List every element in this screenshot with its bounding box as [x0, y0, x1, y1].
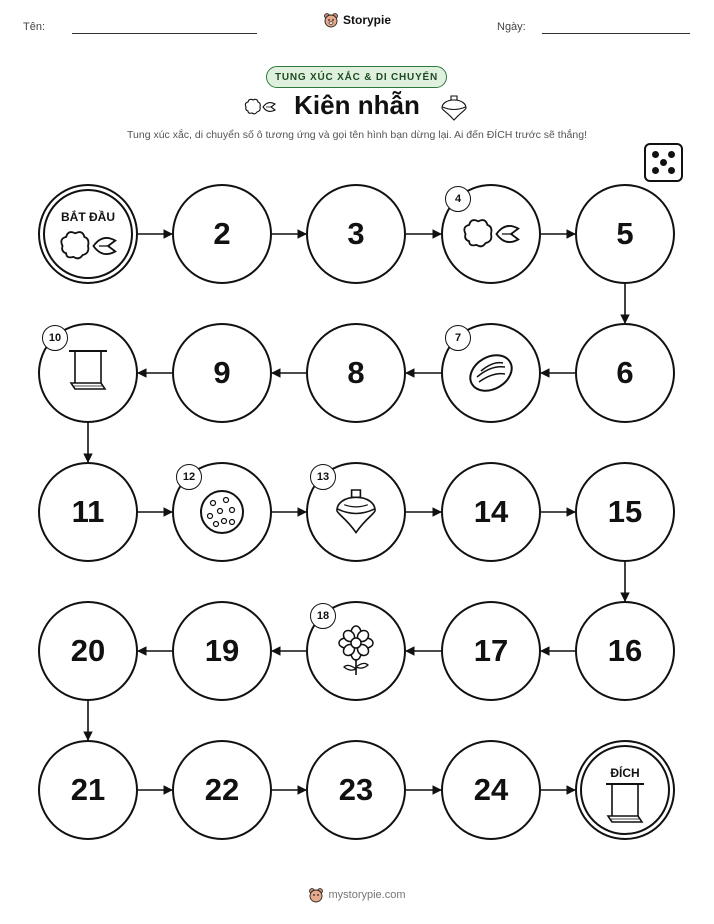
space-number: 8 — [347, 355, 365, 390]
brand-name: Storypie — [342, 13, 391, 27]
board-space-21 — [38, 740, 138, 840]
space-number-badge: 13 — [310, 464, 336, 490]
space-number-badge: 18 — [310, 603, 336, 629]
space-number: 2 — [213, 216, 231, 251]
date-label: Ngày: — [497, 21, 526, 33]
page-title: Kiên nhẫn — [294, 90, 420, 120]
board-space-6 — [575, 323, 675, 423]
board-space-3 — [306, 184, 406, 284]
space-number: 21 — [70, 772, 106, 807]
bear-logo-icon — [308, 887, 324, 903]
blowing-flower-icon — [57, 226, 119, 271]
swing-icon — [602, 782, 648, 835]
space-number: 23 — [338, 772, 374, 807]
board-space-16 — [575, 601, 675, 701]
board-space-24 — [441, 740, 541, 840]
board-space-5 — [575, 184, 675, 284]
flower-icon — [336, 625, 376, 682]
cookie-icon — [198, 488, 246, 541]
space-number: 11 — [71, 494, 105, 529]
space-number: 24 — [473, 772, 509, 807]
activity-tag: TUNG XÚC XẮC & DI CHUYỂN — [266, 66, 447, 88]
board-space-9 — [172, 323, 272, 423]
space-number: 6 — [616, 355, 634, 390]
space-number: 9 — [213, 355, 231, 390]
space-number: 14 — [473, 494, 509, 529]
space-number-badge: 4 — [445, 186, 471, 212]
board-space-19 — [172, 601, 272, 701]
board-space-2 — [172, 184, 272, 284]
finish-space — [575, 740, 675, 840]
space-number: 17 — [473, 633, 509, 668]
board-space-23 — [306, 740, 406, 840]
space-number: 15 — [607, 494, 643, 529]
space-number: 22 — [204, 772, 240, 807]
board-space-17 — [441, 601, 541, 701]
board-space-20 — [38, 601, 138, 701]
footer — [0, 887, 714, 903]
board-space-22 — [172, 740, 272, 840]
board-space-15 — [575, 462, 675, 562]
space-number-badge: 12 — [176, 464, 202, 490]
board-space-11 — [38, 462, 138, 562]
space-number-badge: 10 — [42, 325, 68, 351]
board-space-14 — [441, 462, 541, 562]
footer-url: mystorypie.com — [328, 889, 406, 901]
space-number: 3 — [347, 216, 365, 251]
spinning-top-icon — [334, 487, 378, 542]
space-number: 20 — [70, 633, 106, 668]
start-label: BẮT ĐẦU — [61, 210, 115, 224]
space-number-badge: 7 — [445, 325, 471, 351]
space-number: 5 — [616, 216, 634, 251]
space-number: 19 — [204, 633, 240, 668]
instructions: Tung xúc xắc, di chuyển số ô tương ứng và gọi tên hình bạn dừng lại. Ai đến ĐÍCH trước sẽ thắng! — [126, 129, 587, 141]
space-number: 16 — [607, 633, 643, 668]
name-label: Tên: — [23, 21, 46, 33]
start-space — [38, 184, 138, 284]
swing-icon — [65, 349, 111, 402]
board-space-8 — [306, 323, 406, 423]
blowing-flower-icon — [460, 214, 522, 259]
seed-icon — [465, 351, 517, 400]
finish-label: ĐÍCH — [610, 766, 640, 780]
